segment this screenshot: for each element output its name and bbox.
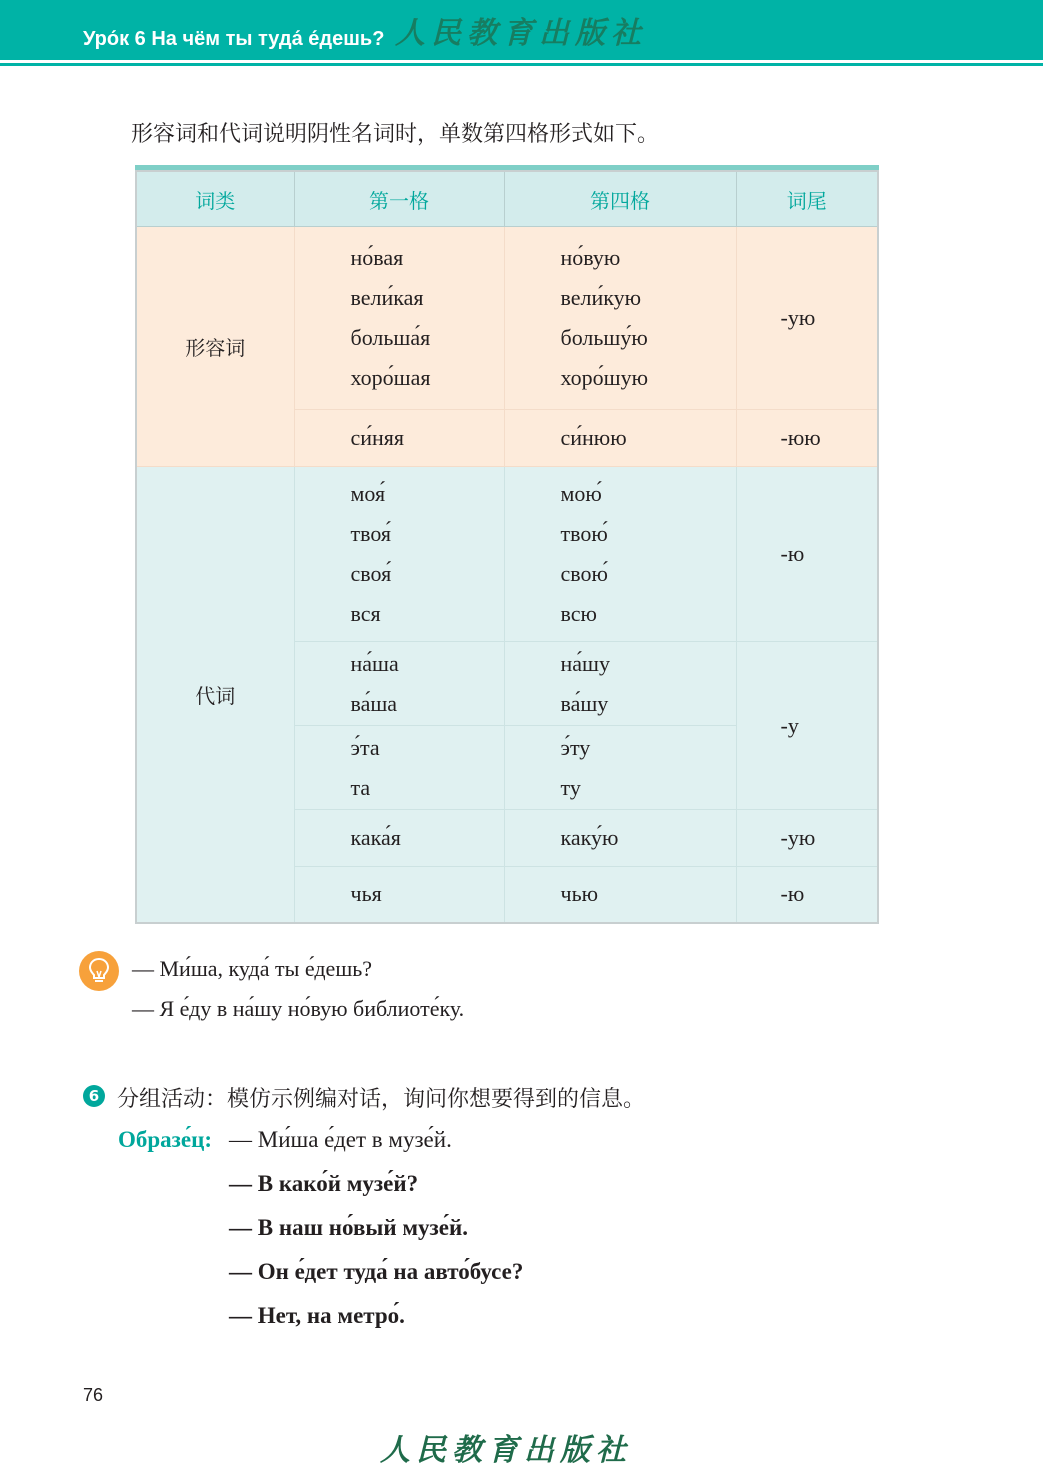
publisher-watermark-bottom: 人民教育出版社	[380, 1433, 632, 1468]
page-number: 76	[83, 1385, 104, 1405]
exercise-number: 6	[83, 1085, 105, 1107]
ending-cell: -ю	[736, 467, 878, 642]
word: свою́	[560, 561, 608, 586]
accusative-cell	[504, 867, 736, 923]
nominative-cell	[294, 810, 504, 867]
nominative-cell	[294, 642, 504, 726]
table-row	[136, 467, 878, 642]
word: на́ша	[350, 650, 399, 676]
word: твоя́	[350, 521, 392, 546]
sample-line: — В како́й музе́й?	[229, 1171, 419, 1196]
dialogue-line: — Я е́ду в на́шу но́вую библиоте́ку.	[132, 996, 465, 1021]
word: вели́кая	[350, 285, 424, 310]
intro-text: 形容词和代词说明阴性名词时，单数第四格形式如下。	[131, 122, 660, 147]
accusative-cell	[504, 410, 736, 467]
accusative-cell	[504, 227, 736, 410]
word: чья	[350, 881, 382, 907]
word: хоро́шая	[350, 365, 431, 390]
table-row	[136, 227, 878, 410]
word: вели́кую	[560, 285, 642, 310]
word: э́ту	[560, 734, 591, 760]
word: больша́я	[350, 325, 431, 350]
word: но́вая	[350, 245, 404, 270]
word: мою́	[560, 481, 602, 506]
sample-label: Образе́ц:	[118, 1127, 213, 1152]
word: ва́ша	[350, 690, 398, 716]
word: моя́	[350, 481, 386, 506]
word: си́нюю	[560, 425, 627, 450]
nominative-cell	[294, 467, 504, 642]
sample-line: — Он е́дет туда́ на авто́бусе?	[229, 1259, 524, 1284]
lightbulb-icon	[79, 951, 119, 991]
exercise-instruction: 分组活动：模仿示例编对话，询问你想要得到的信息。	[117, 1087, 646, 1112]
word: твою́	[560, 521, 608, 546]
sample-line: — Ми́ша е́дет в музе́й.	[229, 1127, 452, 1152]
nominative-cell	[294, 410, 504, 467]
table-header-row	[136, 171, 878, 227]
word: си́няя	[350, 425, 405, 450]
accusative-cell	[504, 642, 736, 726]
word: большу́ю	[560, 325, 648, 350]
word: вся	[350, 601, 381, 626]
nominative-cell	[294, 726, 504, 810]
accusative-cell	[504, 726, 736, 810]
nominative-cell	[294, 867, 504, 923]
word: своя́	[350, 561, 392, 586]
word: но́вую	[560, 245, 621, 270]
ending-cell: -ую	[736, 810, 878, 867]
lesson-title: Уро́к 6 На чём ты туда́ е́дешь?	[83, 28, 385, 50]
nominative-cell	[294, 227, 504, 410]
header-accusative: 第四格	[504, 171, 736, 227]
sample-line: — Нет, на метро́.	[229, 1303, 405, 1328]
word: всю	[560, 601, 597, 626]
word: на́шу	[560, 650, 610, 676]
word: ва́шу	[560, 690, 609, 716]
word: чью	[560, 881, 599, 907]
grammar-table	[135, 170, 879, 924]
ending-cell: -ую	[736, 227, 878, 410]
header-ending: 词尾	[736, 171, 878, 227]
group-pronoun: 代词	[136, 467, 294, 923]
word: та	[350, 774, 371, 800]
publisher-watermark-top: 人民教育出版社	[395, 16, 647, 51]
header-rule	[0, 63, 1043, 66]
dialogue-line: — Ми́ша, куда́ ты е́дешь?	[132, 956, 373, 981]
ending-cell: -юю	[736, 410, 878, 467]
ending-cell: -ю	[736, 867, 878, 923]
word: ту	[560, 774, 581, 800]
word: э́та	[350, 734, 380, 760]
word: каку́ю	[560, 825, 619, 850]
accusative-cell	[504, 467, 736, 642]
accusative-cell	[504, 810, 736, 867]
sample-line: — В наш но́вый музе́й.	[229, 1215, 468, 1240]
header-nominative: 第一格	[294, 171, 504, 227]
header-word-class: 词类	[136, 171, 294, 227]
group-adjective: 形容词	[136, 227, 294, 467]
word: хоро́шую	[560, 365, 649, 390]
ending-cell: -у	[736, 642, 878, 810]
word: кака́я	[350, 825, 401, 850]
